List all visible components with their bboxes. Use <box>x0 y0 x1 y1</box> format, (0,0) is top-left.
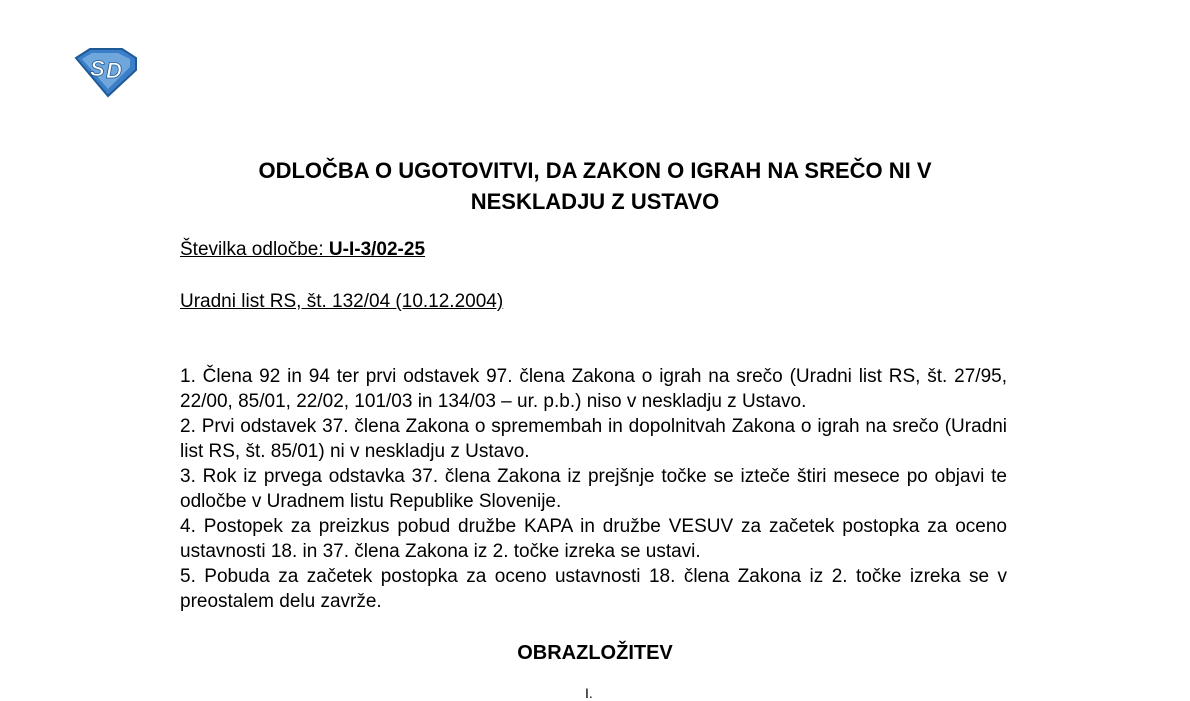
decision-number: U-I-3/02-25 <box>328 239 426 260</box>
svg-text:S: S <box>90 56 105 81</box>
ruling-item-5: 5. Pobuda za začetek postopka za oceno ustavnosti 18. člena Zakona iz 2. točke izreka se v preostalem delu zavrže. <box>180 566 1007 612</box>
svg-text:D: D <box>106 58 122 83</box>
next-section-mark: I. <box>585 685 593 701</box>
ruling-item-2: 2. Prvi odstavek 37. člena Zakona o spremembah in dopolnitvah Zakona o igrah na srečo (Uradni list RS, št. 85/01) ni v neskladju z Ustavo. <box>180 416 1007 462</box>
decision-label: Številka odločbe: <box>180 239 329 260</box>
ruling-item-4: 4. Postopek za preizkus pobud družbe KAPA in družbe VESUV za začetek postopka za oceno ustavnosti 18. in 37. člena Zakona iz 2. točke izreka se ustavi. <box>180 516 1007 562</box>
gazette-reference: Uradni list RS, št. 132/04 (10.12.2004) <box>180 291 504 312</box>
decision-number-line <box>180 238 425 262</box>
document-title <box>150 155 1040 217</box>
ruling-item-1: 1. Člena 92 in 94 ter prvi odstavek 97. člena Zakona o igrah na srečo (Uradni list RS, št. 27/95, 22/00, 85/01, 22/02, 101/03 in 134/03 – ur. p.b.) niso v neskladju z Ustavo. <box>180 366 1007 412</box>
ruling-items <box>180 364 1007 614</box>
title-line-1: ODLOČBA O UGOTOVITVI, DA ZAKON O IGRAH NA SREČO NI V <box>258 158 932 183</box>
title-line-2: NESKLADJU Z USTAVO <box>470 189 720 214</box>
ruling-item-3: 3. Rok iz prvega odstavka 37. člena Zakona iz prejšnje točke se izteče štiri mesece po objavi te odločbe v Uradnem listu Republike Slovenije. <box>180 466 1007 512</box>
section-heading: OBRAZLOŽITEV <box>517 642 673 664</box>
sd-logo-icon <box>72 46 140 98</box>
